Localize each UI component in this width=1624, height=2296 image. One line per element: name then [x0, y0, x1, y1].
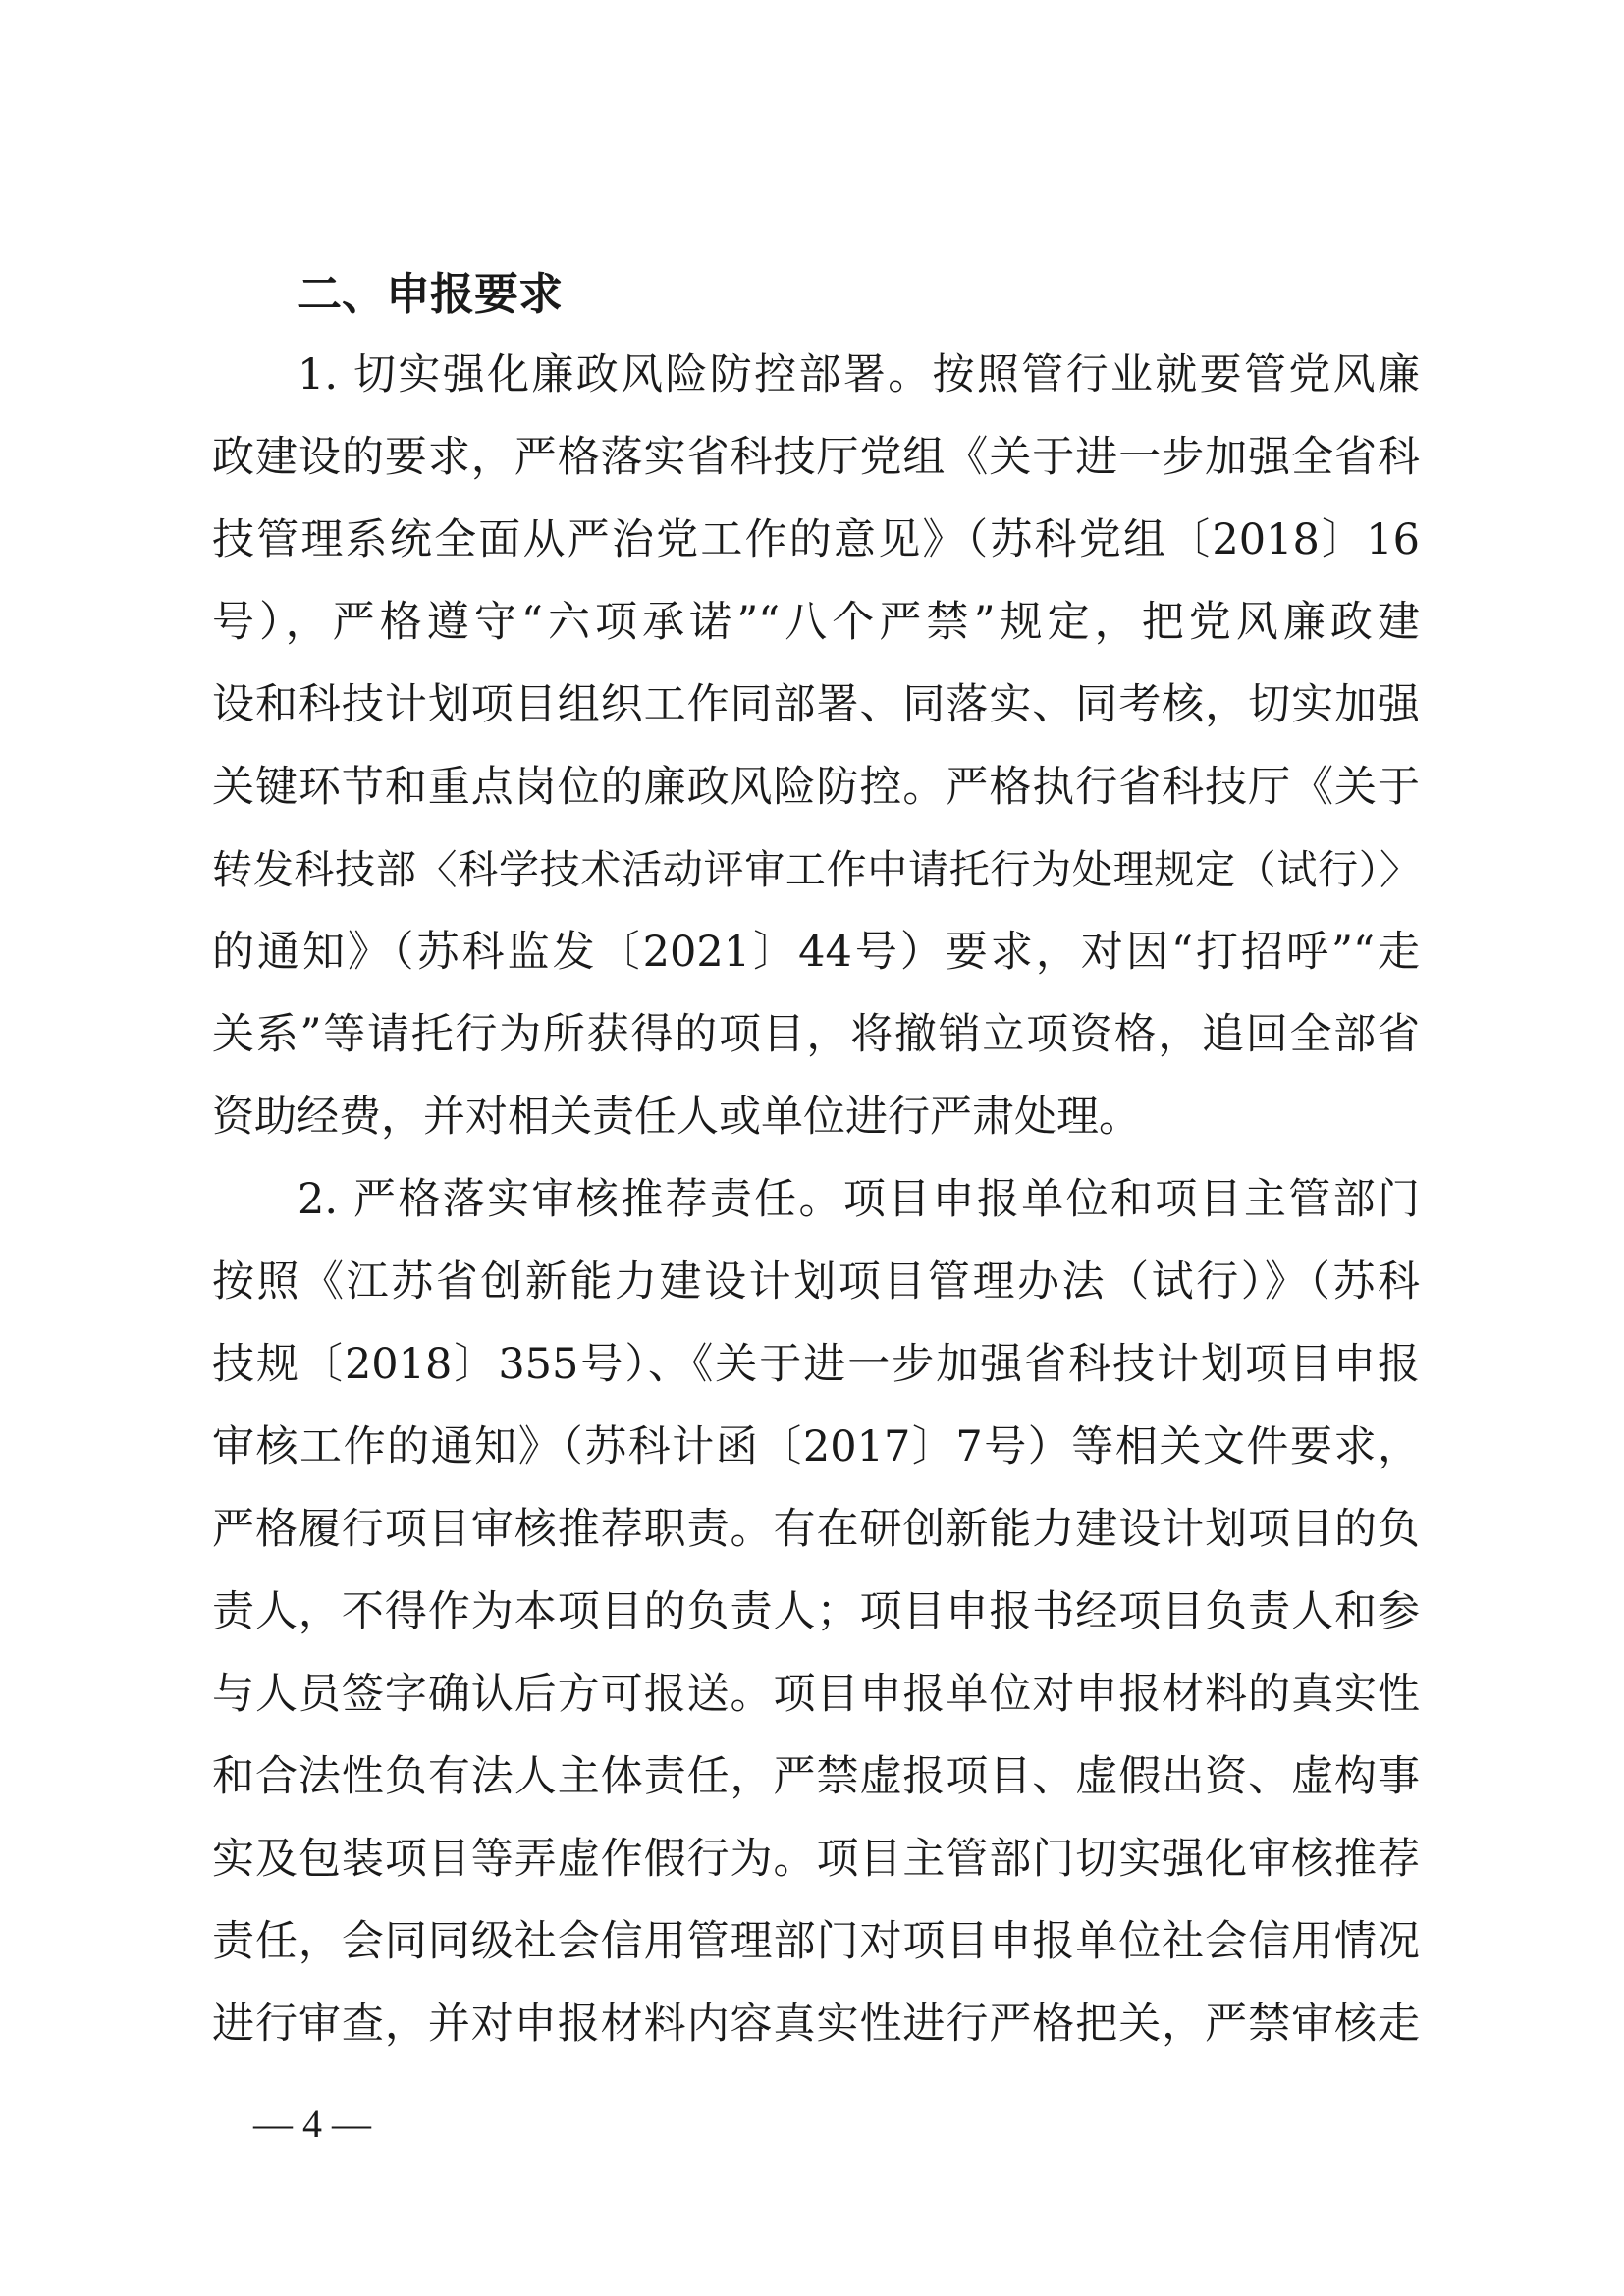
paragraph-line: 1. 切实强化廉政风险防控部署。按照管行业就要管党风廉 — [298, 350, 1420, 400]
paragraph-line: 关键环节和重点岗位的廉政风险防控。严格执行省科技厅《关于 — [212, 763, 1420, 812]
paragraph-line: 实及包装项目等弄虚作假行为。项目主管部门切实强化审核推荐 — [212, 1835, 1420, 1884]
paragraph-line: 2. 严格落实审核推荐责任。项目申报单位和项目主管部门 — [298, 1175, 1420, 1224]
paragraph-line: 严格履行项目审核推荐职责。有在研创新能力建设计划项目的负 — [212, 1505, 1420, 1554]
paragraph-line: 的通知》（苏科监发〔2021〕44号）要求，对因“打招呼”“走 — [212, 928, 1420, 977]
paragraph-line: 政建设的要求，严格落实省科技厅党组《关于进一步加强全省科 — [212, 433, 1420, 482]
paragraph-line: 与人员签字确认后方可报送。项目申报单位对申报材料的真实性 — [212, 1670, 1420, 1719]
section-heading: 二、申报要求 — [298, 268, 564, 320]
paragraph-line: 技规〔2018〕355号）、《关于进一步加强省科技计划项目申报 — [212, 1340, 1420, 1389]
paragraph-line: 按照《江苏省创新能力建设计划项目管理办法（试行）》（苏科 — [212, 1257, 1420, 1307]
paragraph-line: 设和科技计划项目组织工作同部署、同落实、同考核，切实加强 — [212, 680, 1420, 729]
paragraph-line: 责任，会同同级社会信用管理部门对项目申报单位社会信用情况 — [212, 1917, 1420, 1966]
paragraph-line: 责人，不得作为本项目的负责人；项目申报书经项目负责人和参 — [212, 1587, 1420, 1636]
page-number: — 4 — — [253, 2102, 371, 2146]
paragraph-line: 转发科技部〈科学技术活动评审工作中请托行为处理规定（试行）〉 — [212, 846, 1420, 893]
paragraph-line: 关系”等请托行为所获得的项目，将撤销立项资格，追回全部省 — [212, 1010, 1420, 1059]
paragraph-line: 审核工作的通知》（苏科计函〔2017〕7号）等相关文件要求， — [212, 1422, 1420, 1471]
paragraph-line: 资助经费，并对相关责任人或单位进行严肃处理。 — [212, 1093, 1141, 1142]
paragraph-line: 技管理系统全面从严治党工作的意见》（苏科党组〔2018〕16 — [212, 515, 1420, 564]
paragraph-line: 和合法性负有法人主体责任，严禁虚报项目、虚假出资、虚构事 — [212, 1752, 1420, 1801]
paragraph-line: 进行审查，并对申报材料内容真实性进行严格把关，严禁审核走 — [212, 2000, 1420, 2049]
paragraph-line: 号），严格遵守“六项承诺”“八个严禁”规定，把党风廉政建 — [212, 598, 1420, 647]
